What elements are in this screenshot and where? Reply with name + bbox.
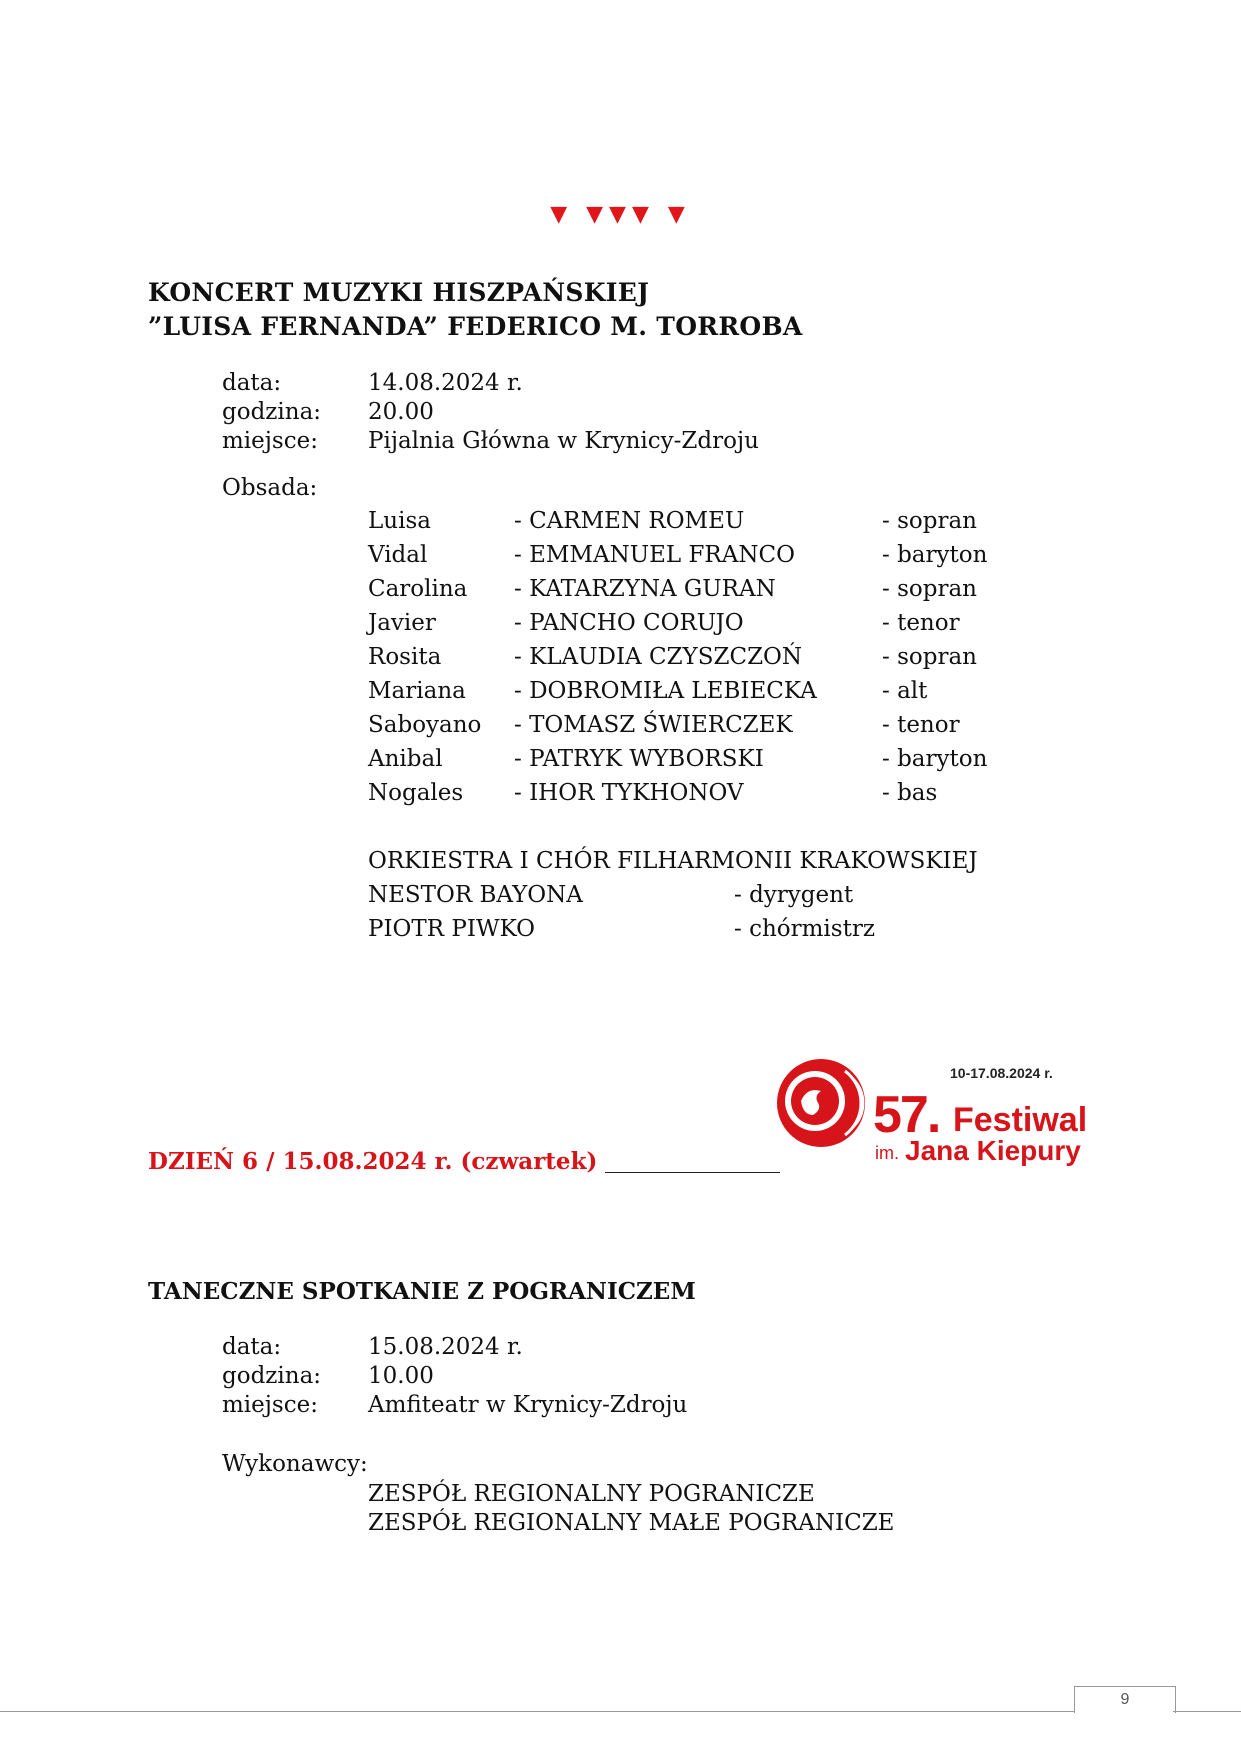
concert-place-value: Pijalnia Główna w Krynicy-Zdroju [368, 428, 759, 454]
concert-date-value: 14.08.2024 r. [368, 370, 523, 396]
cast-role: Rosita [368, 644, 442, 670]
dance-date-label: data: [222, 1334, 282, 1360]
cast-role: Mariana [368, 678, 466, 704]
cast-voice: - sopran [882, 508, 977, 534]
concert-place-label: miejsce: [222, 428, 318, 454]
cast-name: - DOBROMIŁA LEBIECKA [514, 678, 817, 704]
dance-place-label: miejsce: [222, 1392, 318, 1418]
cast-name: - TOMASZ ŚWIERCZEK [514, 712, 793, 738]
footer-rule-right [1173, 1711, 1241, 1712]
dance-time-value: 10.00 [368, 1363, 434, 1389]
concert-date-label: data: [222, 370, 282, 396]
cast-name: - EMMANUEL FRANCO [514, 542, 795, 568]
dance-title: TANECZNE SPOTKANIE Z POGRANICZEM [148, 1278, 696, 1305]
day-heading: DZIEŃ 6 / 15.08.2024 r. (czwartek) [148, 1148, 598, 1175]
cast-name: - KATARZYNA GURAN [514, 576, 776, 602]
cast-voice: - baryton [882, 746, 988, 772]
dance-time-label: godzina: [222, 1363, 322, 1389]
cast-voice: - sopran [882, 644, 977, 670]
concert-time-value: 20.00 [368, 399, 434, 425]
cast-name: - IHOR TYKHONOV [514, 780, 744, 806]
dance-place-value: Amfiteatr w Krynicy-Zdroju [368, 1392, 688, 1418]
footer-rule-left [0, 1711, 1075, 1712]
performer-item: ZESPÓŁ REGIONALNY POGRANICZE [368, 1481, 815, 1507]
day-heading-underline [605, 1172, 780, 1173]
cast-voice: - baryton [882, 542, 988, 568]
choirmaster-name: PIOTR PIWKO [368, 916, 536, 942]
cast-role: Javier [368, 610, 436, 636]
festival-emblem-icon [775, 1057, 867, 1149]
cast-name: - CARMEN ROMEU [514, 508, 745, 534]
festival-word: Festiwal [953, 1101, 1088, 1139]
cast-role: Saboyano [368, 712, 482, 738]
cast-role: Nogales [368, 780, 464, 806]
decorative-triangles: ▼ ▼▼▼ ▼ [550, 202, 691, 227]
cast-role: Vidal [368, 542, 428, 568]
cast-voice: - alt [882, 678, 928, 704]
festival-patron: Jana Kiepury [905, 1135, 1081, 1166]
cast-name: - KLAUDIA CZYSZCZOŃ [514, 644, 803, 670]
dance-date-value: 15.08.2024 r. [368, 1334, 523, 1360]
page-number-box [1074, 1686, 1176, 1713]
cast-voice: - tenor [882, 712, 960, 738]
cast-label: Obsada: [222, 475, 318, 501]
conductor-name: NESTOR BAYONA [368, 882, 583, 908]
page-number: 9 [1120, 1691, 1130, 1708]
concert-title-line1: KONCERT MUZYKI HISZPAŃSKIEJ [148, 278, 650, 307]
cast-voice: - bas [882, 780, 938, 806]
concert-title-line2: ”LUISA FERNANDA” FEDERICO M. TORROBA [148, 312, 803, 341]
cast-role: Luisa [368, 508, 431, 534]
festival-dates: 10-17.08.2024 r. [950, 1065, 1053, 1081]
cast-role: Anibal [368, 746, 443, 772]
cast-role: Carolina [368, 576, 468, 602]
festival-logo [775, 1055, 1095, 1175]
festival-im: im. [875, 1143, 899, 1163]
performer-item: ZESPÓŁ REGIONALNY MAŁE POGRANICZE [368, 1510, 895, 1536]
concert-time-label: godzina: [222, 399, 322, 425]
performers-label: Wykonawcy: [222, 1451, 368, 1477]
cast-voice: - tenor [882, 610, 960, 636]
cast-voice: - sopran [882, 576, 977, 602]
cast-name: - PANCHO CORUJO [514, 610, 744, 636]
orchestra-name: ORKIESTRA I CHÓR FILHARMONII KRAKOWSKIEJ [368, 848, 978, 874]
conductor-role: - dyrygent [734, 882, 854, 908]
choirmaster-role: - chórmistrz [734, 916, 875, 942]
cast-name: - PATRYK WYBORSKI [514, 746, 764, 772]
festival-number: 57. [873, 1086, 940, 1144]
